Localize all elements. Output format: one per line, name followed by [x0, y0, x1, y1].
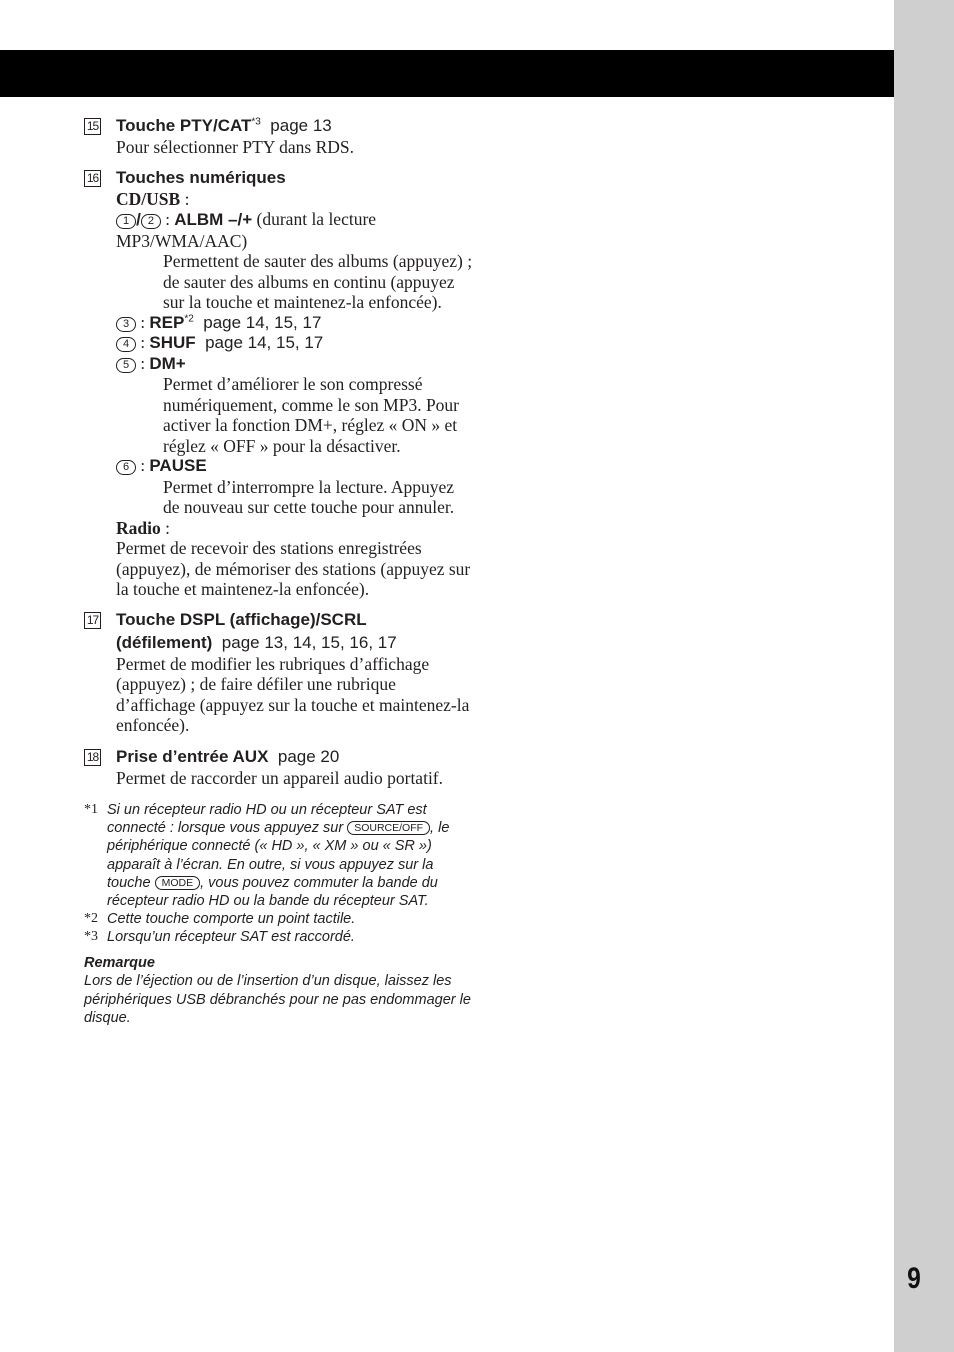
albm-description: Permettent de sauter des albums (appuyez) ; de sauter des albums en continu (appuyez sur la touche et maintenez-la enfoncée).: [163, 251, 473, 312]
entry-heading: [116, 745, 474, 768]
albm-line: [116, 209, 474, 231]
pause-line: [116, 456, 474, 477]
entry-heading: [116, 608, 474, 654]
colon: :: [180, 188, 190, 209]
shuf-line: [116, 333, 474, 354]
dm-line: [116, 354, 474, 375]
footnote-mark: *1: [84, 802, 98, 817]
radio-label: Radio: [116, 517, 161, 538]
colon: :: [136, 312, 150, 332]
slash: /: [136, 210, 141, 229]
header-bar: [0, 50, 894, 97]
colon: :: [160, 517, 170, 538]
entry-heading: [116, 166, 474, 189]
radio-heading: [116, 518, 474, 539]
footnotes: [84, 801, 474, 947]
footnote-mark: *2: [84, 911, 98, 927]
mode-button-icon: MODE: [155, 876, 201, 890]
footnote-text: Lorsqu’un récepteur SAT est raccordé.: [107, 929, 355, 946]
entry-18: [84, 745, 474, 789]
entry-description: Permet de modifier les rubriques d’affichage (appuyez) ; de faire défiler une rubrique d’affichage (appuyez sur la touche et maintenez-la enfoncée).: [116, 653, 470, 735]
entry-title: Touche DSPL (affichage)/SCRL: [116, 609, 367, 629]
footnote-text: Cette touche comporte un point tactile.: [107, 911, 356, 928]
page-ref: page 14, 15, 17: [203, 312, 322, 332]
footnote-3: [84, 928, 474, 946]
entry-title: Touche PTY/CAT: [116, 116, 252, 135]
footnote-1: [84, 801, 474, 910]
footnote-text: , le périphérique connecté (« HD », « XM » ou « SR ») apparaît à l’écran. En outre, si vous appuyez sur la touche: [107, 820, 450, 891]
entry-title-2: (défilement): [116, 632, 213, 652]
page-ref: page 14, 15, 17: [205, 333, 324, 352]
remark-text: Lors de l’éjection ou de l’insertion d’un disque, laissez les périphériques USB débranchés pour ne pas endommager le disque.: [84, 973, 471, 1027]
entry-15: [84, 114, 474, 158]
key-1-icon: 1: [116, 214, 136, 229]
entry-title: Prise d’entrée AUX: [116, 746, 269, 766]
footnote-text: , vous pouvez commuter la bande du récepteur radio HD ou la bande du récepteur SAT.: [107, 874, 438, 910]
radio-description: Permet de recevoir des stations enregistrées (appuyez), de mémoriser des stations (appuyez sur la touche et maintenez-la enfoncée).: [116, 538, 471, 599]
cd-usb-label: CD/USB: [116, 188, 181, 209]
shuf-label: SHUF: [149, 333, 196, 352]
entry-number: 15: [84, 118, 101, 135]
page-number: 9: [907, 1262, 921, 1295]
colon: :: [136, 353, 150, 373]
entry-17: [84, 608, 474, 736]
pause-label: PAUSE: [149, 456, 207, 475]
main-column: [84, 114, 474, 1028]
dm-label: DM+: [149, 353, 186, 373]
colon: :: [136, 333, 150, 352]
page-ref: page 13: [270, 116, 332, 135]
key-3-icon: 3: [116, 317, 136, 332]
colon: :: [136, 456, 150, 475]
entry-number: 16: [84, 170, 101, 187]
side-tab: [894, 0, 954, 1352]
page-ref: page 13, 14, 15, 16, 17: [221, 632, 397, 652]
footnote-text: Si un récepteur radio HD ou un récepteur SAT est connecté : lorsque vous appuyez sur: [107, 802, 427, 837]
page-ref: page 20: [277, 746, 340, 766]
footnote-ref: *3: [251, 116, 261, 128]
albm-extra: (durant la lecture: [252, 209, 377, 229]
entry-description: Permet de raccorder un appareil audio portatif.: [116, 767, 444, 788]
key-5-icon: 5: [116, 358, 136, 373]
entry-16: [84, 166, 474, 600]
pause-description: Permet d’interrompre la lecture. Appuyez de nouveau sur cette touche pour annuler.: [163, 476, 455, 517]
rep-line: [116, 313, 474, 334]
dm-description: Permet d’améliorer le son compressé numériquement, comme le son MP3. Pour activer la fonction DM+, réglez « ON » et réglez « OFF » pour la désactiver.: [163, 374, 460, 456]
footnote-mark: *3: [84, 929, 98, 945]
remark: [84, 954, 474, 1028]
remark-title: Remarque: [84, 954, 155, 971]
entry-description: Pour sélectionner PTY dans RDS.: [116, 137, 355, 157]
entry-number: 17: [84, 612, 101, 629]
entry-title: Touches numériques: [116, 167, 286, 187]
albm-label: ALBM –/+: [174, 210, 253, 229]
key-6-icon: 6: [116, 460, 136, 475]
footnote-2: [84, 910, 474, 928]
entry-heading: [116, 114, 474, 137]
colon: :: [160, 210, 175, 229]
source-off-button-icon: SOURCE/OFF: [347, 821, 430, 835]
albm-extra-2: MP3/WMA/AAC): [116, 230, 248, 251]
footnote-ref: *2: [184, 312, 194, 324]
cd-usb-heading: [116, 189, 474, 210]
rep-label: REP: [149, 312, 185, 332]
key-2-icon: 2: [141, 214, 161, 229]
entry-number: 18: [84, 749, 101, 766]
key-4-icon: 4: [116, 337, 136, 352]
